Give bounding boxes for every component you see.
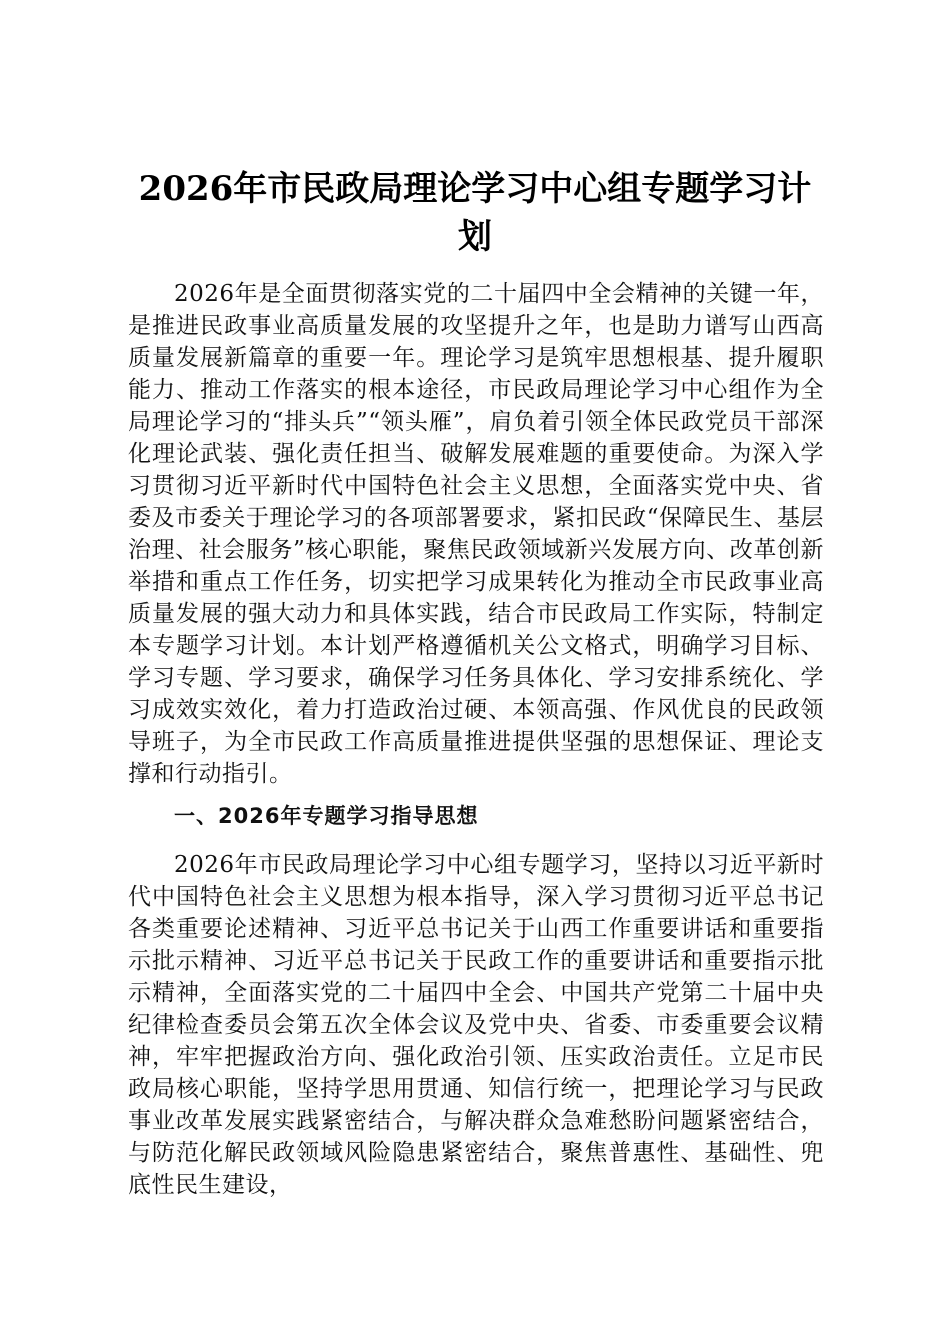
intro-paragraph: 2026年是全面贯彻落实党的二十届四中全会精神的关键一年，是推进民政事业高质量发展的攻坚提升之年，也是助力谱写山西高质量发展新篇章的重要一年。理论学习是筑牢思想根基、提升履职能力、推动工作落实的根本途径，市民政局理论学习中心组作为全局理论学习的“排头兵”“领头雁”，肩负着引领全体民政党员干部深化理论武装、强化责任担当、破解发展难题的重要使命。为深入学习贯彻习近平新时代中国特色社会主义思想，全面落实党中央、省委及市委关于理论学习的各项部署要求，紧扣民政“保障民生、基层治理、社会服务”核心职能，聚焦民政领域新兴发展方向、改革创新举措和重点工作任务，切实把学习成果转化为推动全市民政事业高质量发展的强大动力和具体实践，结合市民政局工作实际，特制定本专题学习计划。本计划严格遵循机关公文格式，明确学习目标、学习专题、学习要求，确保学习任务具体化、学习安排系统化、学习成效实效化，着力打造政治过硬、本领高强、作风优良的民政领导班子，为全市民政工作高质量推进提供坚强的思想保证、理论支撑和行动指引。 — [128, 281, 824, 787]
section-heading: 一、2026年专题学习指导思想 — [174, 804, 479, 828]
document-title: 2026年市民政局理论学习中心组专题学习计划 — [138, 169, 812, 257]
section-body-paragraph: 2026年市民政局理论学习中心组专题学习，坚持以习近平新时代中国特色社会主义思想为根本指导，深入学习贯彻习近平总书记各类重要论述精神、习近平总书记关于山西工作重要讲话和重要指示批示精神、习近平总书记关于民政工作的重要讲话和重要指示批示精神，全面落实党的二十届四中全会、中国共产党第二十届中央纪律检查委员会第五次全体会议及党中央、省委、市委重要会议精神，牢牢把握政治方向、强化政治引领、压实政治责任。立足市民政局核心职能，坚持学思用贯通、知信行统一，把理论学习与民政事业改革发展实践紧密结合，与解决群众急难愁盼问题紧密结合，与防范化解民政领域风险隐患紧密结合，聚焦普惠性、基础性、兜底性民生建设， — [128, 852, 824, 1198]
